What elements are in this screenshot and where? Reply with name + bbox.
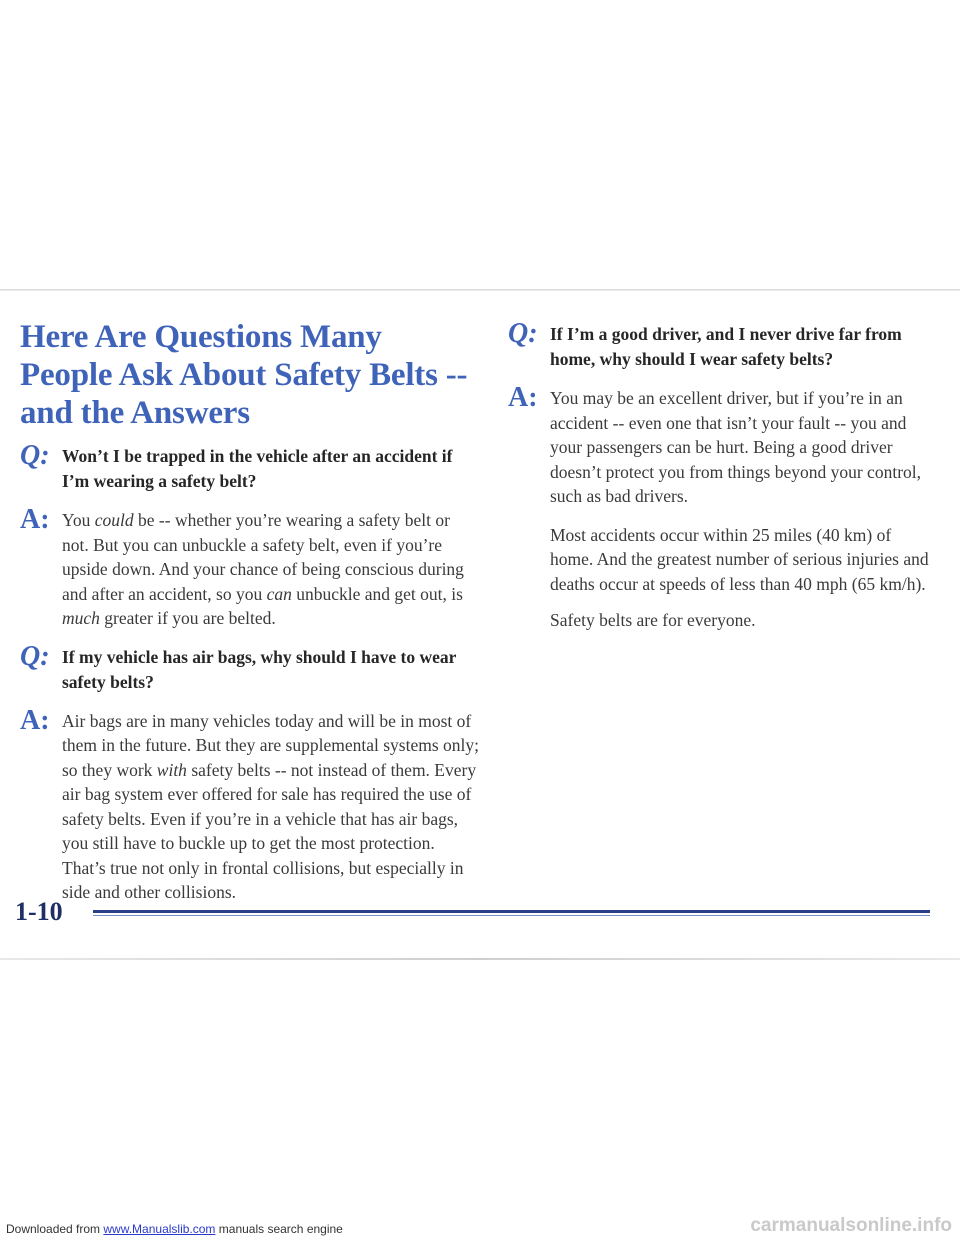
emphasis-text: with (156, 759, 187, 780)
emphasis-text: can (266, 583, 292, 604)
text-run: greater if you are belted. (99, 608, 276, 628)
question-mark-label: Q: (20, 440, 50, 471)
question-block (508, 318, 938, 372)
text-run: Air bags are in many vehicles today and will be in most of them in the future. But they are supplemental systems only; so they work (62, 710, 480, 780)
emphasis-text: could (94, 510, 134, 530)
text-run: You (62, 510, 95, 530)
question-mark-label: Q: (508, 318, 538, 349)
left-column (20, 318, 480, 919)
watermark-text: carmanualsonline.info (750, 1215, 952, 1236)
answer-text: You may be an excellent driver, but if you’re in an accident -- even one that isn’t your fault -- you and your passengers can be hurt. Being a good driver doesn’t protect you from things beyond your control, such as bad drivers. (550, 388, 922, 506)
question-block (20, 640, 480, 695)
answer-text (62, 709, 480, 905)
top-divider (0, 289, 960, 291)
question-block (20, 440, 480, 494)
body-paragraph: Safety belts are for everyone. (550, 610, 756, 630)
answer-mark-label: A: (20, 704, 50, 736)
page-number: 1-10 (15, 897, 63, 926)
emphasis-text: much (62, 608, 100, 628)
answer-block (20, 504, 480, 631)
question-text: Won’t I be trapped in the vehicle after an accident if I’m wearing a safety belt? (62, 446, 453, 491)
text-run: safety belts -- not instead of them. Every air bag system ever offered for sale has required the use of safety belts. Even if you’re in a vehicle that has air bags, you still have to buckle up to get the most protection. That’s true not only in frontal collisions, but especially in side and other collisions. (62, 759, 477, 902)
answer-block (20, 704, 480, 905)
body-paragraph: Most accidents occur within 25 miles (40 km) of home. And the greatest number of serious injuries and deaths occur at speeds of less than 40 mph (65 km/h). (550, 524, 929, 594)
source-prefix: Downloaded from (6, 1222, 104, 1236)
question-mark-label: Q: (20, 640, 50, 672)
footer-rule (93, 910, 930, 913)
text-run: be -- whether you’re wearing a safety belt or not. But you can unbuckle a safety belt, even if you’re upside down. And your chance of being conscious during and after an accident, so you (62, 510, 464, 604)
right-column (508, 318, 938, 645)
page-heading: Here Are Questions Many People Ask About Safety Belts -- and the Answers (20, 319, 468, 431)
bottom-divider (0, 958, 960, 960)
answer-mark-label: A: (20, 504, 50, 535)
answer-block (508, 382, 938, 509)
footer-rule-thin (93, 915, 930, 916)
question-text: If my vehicle has air bags, why should I have to wear safety belts? (62, 646, 457, 692)
question-text: If I’m a good driver, and I never drive far from home, why should I wear safety belts? (550, 324, 902, 369)
page-footer (15, 897, 930, 927)
answer-mark-label: A: (508, 382, 538, 413)
source-suffix: manuals search engine (215, 1222, 343, 1236)
download-source-note (6, 1222, 343, 1236)
answer-text (62, 508, 480, 631)
manualslib-link[interactable]: www.Manualslib.com (103, 1222, 216, 1236)
text-run: unbuckle and get out, is (291, 583, 463, 604)
